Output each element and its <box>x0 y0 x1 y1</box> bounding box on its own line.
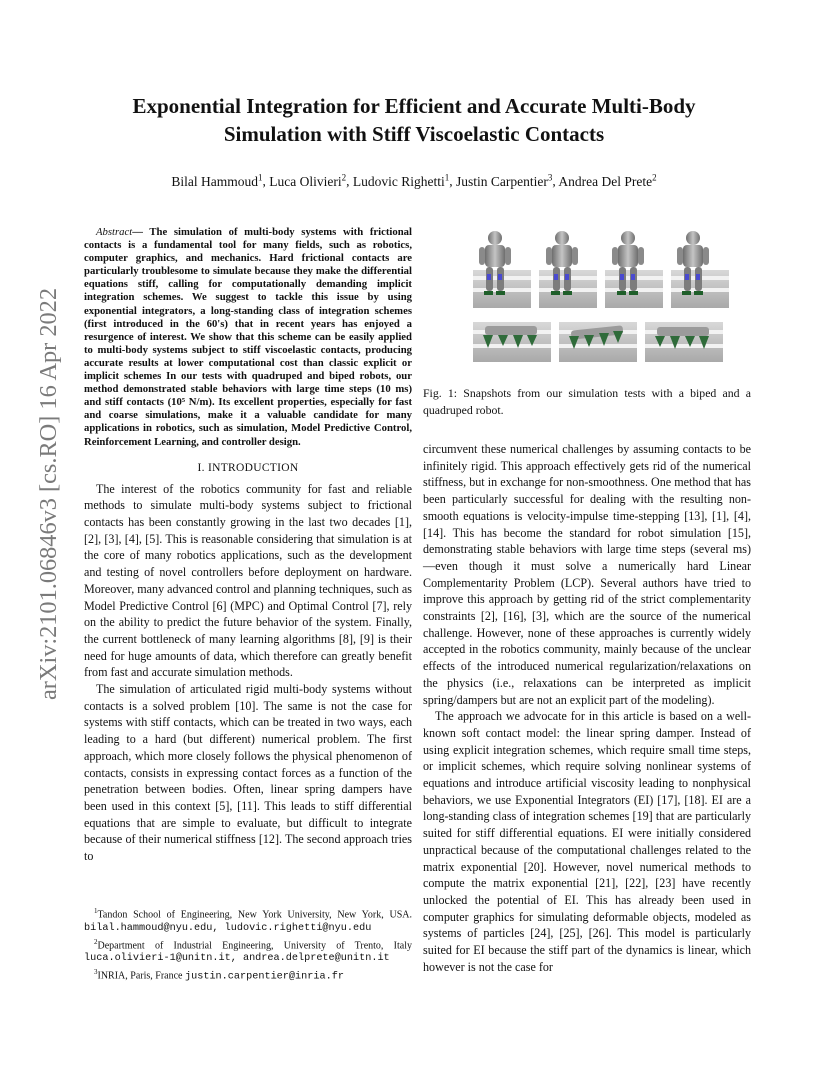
quadruped-snapshot <box>645 322 723 362</box>
author: Luca Olivieri$^2$ <box>269 172 347 189</box>
footnote-3: $^3$INRIA, Paris, France justin.carpentier@inria.fr <box>94 968 344 983</box>
arxiv-watermark-svg <box>18 285 68 700</box>
abstract-text: — The simulation of multi-body systems with frictional contacts is a fundamental tool for many fields, such as robotics, computer graphics, and mechanics. Hard frictional contacts are particularly troublesome to simulate because they make the differential equations stiff, calling for computationally demanding implicit integration schemes. We suggest to tackle this issue by using exponential integrators, a long-standing class of integration schemes (first introduced in the 60's) that in recent years has enjoyed a resurgence of interest. We show that this scheme can be easily applied to multi-body systems subject to stiff viscoelastic contacts, producing accurate results at lower computational cost than classic explicit or implicit schemes In our tests with quadruped and biped robots, our method demonstrated stable behaviors with large time steps (10 ms) and stiff contacts (10⁵ N/m). Its excellent properties, especially for fast and coarse simulations, make it a valuable candidate for many applications in robotics, such as simulation, Model Predictive Control, Reinforcement Learning, and controller design. <box>84 226 412 448</box>
paper-title: Exponential Integration for Efficient and Accurate Multi-Body Simulation with Stiff Viscoelastic Contacts <box>132 94 696 146</box>
author: Andrea Del Prete$^2$ <box>558 172 657 189</box>
biped-snapshot <box>605 231 663 308</box>
abstract <box>84 226 412 449</box>
left-column <box>84 226 412 865</box>
figure-caption: Fig. 1: Snapshots from our simulation tests with a biped and a quadruped robot. <box>423 386 751 417</box>
footnotes <box>84 905 412 985</box>
quadruped-snapshot <box>473 322 551 362</box>
footnote-email: justin.carpentier@inria.fr <box>184 971 344 983</box>
arxiv-watermark <box>18 285 68 700</box>
footnote-email: luca.olivieri-1@unitn.it, andrea.delprete@unitn.it <box>84 953 390 965</box>
footnote-1: $^1$Tandon School of Engineering, New York University, New York, USA. bilal.hammoud@nyu.edu, ludovic.righetti@nyu.edu <box>84 907 412 934</box>
intro-paragraph-2: The simulation of articulated rigid multi-body systems without contacts is a solved problem [10]. The same is not the case for systems with stiff contacts, which can be treated in two ways, each leading to a hard (but different) numerical problem. The first approach, which more closely follows the physical phenomenon of contacts, consists in expressing contact forces as a function of the penetration between bodies. Often, linear spring dampers have been used in this context [5], [11]. This leads to stiff differential equations that are simple to evaluate, but difficult to integrate because of their numerical stiffness [12]. The second approach tries to <box>84 682 412 864</box>
author: Justin Carpentier$^3$ <box>456 172 553 189</box>
intro-paragraph-1: The interest of the robotics community for fast and reliable methods to simulate multi-body systems subject to frictional contacts has been constantly growing in the last two decades [1], [2], [3], [4], [5]. This is reasonable considering that simulation is at the core of many robotics applications, such as the development and testing of novel controllers before deployment on hardware. Moreover, many advanced control and planning techniques, such as Model Predictive Control [6] (MPC) and Optimal Control [7], rely on the ability to predict the future behavior of the system. Finally, the current bottleneck of many learning algorithms [8], [9] is their need for huge amounts of data, which therefore can greatly benefit from fast and accurate simulation methods. <box>84 481 412 680</box>
right-column-text <box>423 441 751 976</box>
author: Ludovic Righetti$^1$ <box>352 172 450 189</box>
footnote-email: bilal.hammoud@nyu.edu, ludovic.righetti@nyu.edu <box>84 922 372 934</box>
robot-snapshots-figure <box>423 230 751 375</box>
footnote-2: $^2$Department of Industrial Engineering, University of Trento, Italy luca.olivieri-1@unitn.it, andrea.delprete@unitn.it <box>84 937 412 965</box>
right-paragraph-2: The approach we advocate for in this article is based on a well-known soft contact model: the linear spring damper. Instead of using explicit integration schemes, which require small time steps, or implicit schemes, which require solving nonlinear systems of equations and introduce artificial viscosity leading to nonphysical behaviors, we use Exponential Integrators (EI) [17], [18]. EI are a long-standing class of integration schemes [19] that are particularly suited for stiff differential equations. EI were initially considered unpractical because of the computational challenges related to the matrix exponential [20]. However, novel numerical methods to compute the matrix exponential [21], [22], [23] have recently unlocked the potential of EI. This has already been used in computer graphics for simulating deformable objects, modeled as systems of particles [24], [25], [26]. This model is particularly suited for EI because the stiff part of the dynamics is linear, which however is not the case for <box>423 709 751 974</box>
figure-1 <box>423 230 751 375</box>
biped-snapshot <box>473 231 531 308</box>
right-paragraph-1: circumvent these numerical challenges by assuming contacts to be infinitely rigid. This approach effectively gets rid of the numerical stiffness, but in exchange for non-smoothness. One method that has been particularly successful for dealing with the resulting non-smooth equations is velocity-impulse time-stepping [13], [1], [4], [14]. This has become the standard for robot simulation [15], demonstrating stable behaviors with large time steps (several ms)—even though it must solve a numerically hard Linear Complementarity Problem (LCP). Several authors have tried to improve this approach by getting rid of the strict complementarity constraints [2], [16], [3], which are the source of the numerical challenge. However, none of these approaches is currently widely accepted in the robotics community, mainly because of the unclear effects of the introduced numerical regularization/relaxations on the physics (i.e., relaxations can be interpreted as implicit spring/dampers but are not an explicit part of the modeling). <box>423 442 751 707</box>
author-list: Bilal Hammoud$^1$, Luca Olivieri$^2$, Ludovic Righetti$^1$, Justin Carpentier$^3$, Andrea Del Prete$^2$ <box>171 172 657 189</box>
author: Bilal Hammoud$^1$ <box>171 172 263 189</box>
section-heading-introduction: I. INTRODUCTION <box>197 461 299 474</box>
abstract-label: Abstract <box>96 226 133 238</box>
biped-snapshot <box>671 231 729 308</box>
arxiv-watermark-text: arXiv:2101.06846v3 [cs.RO] 16 Apr 2022 <box>35 285 62 700</box>
biped-snapshot <box>539 231 597 308</box>
quadruped-snapshot <box>559 322 637 362</box>
right-column <box>423 226 751 418</box>
